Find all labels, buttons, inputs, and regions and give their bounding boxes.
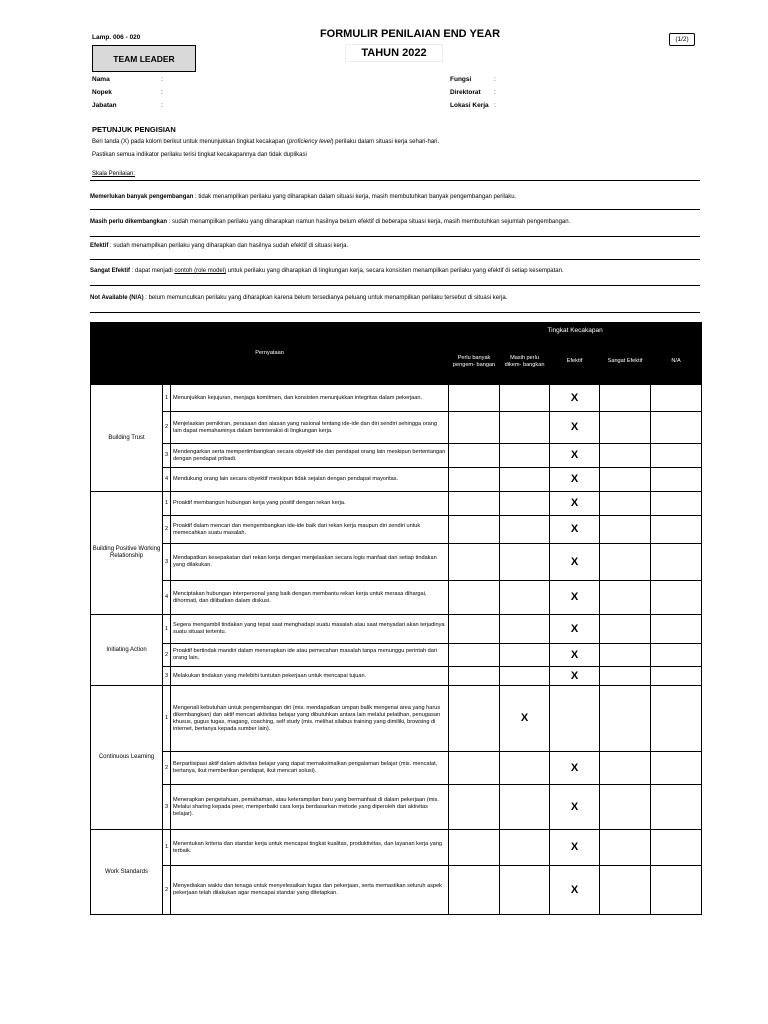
level-cell[interactable] [550, 866, 600, 915]
level-header: Masih perlu dikem- bangkan [500, 339, 550, 385]
table-row [91, 866, 702, 915]
level-cell[interactable] [550, 581, 600, 615]
indicator-statement: Menentukan kriteria dan standar kerja untuk mencapai tingkat kualitas, produktivitas, dan layanan kerja yang terbaik. [171, 830, 449, 866]
form-title: FORMULIR PENILAIAN END YEAR [319, 28, 501, 40]
level-cell[interactable] [449, 385, 500, 412]
level-cell[interactable] [449, 785, 500, 830]
level-cell[interactable] [651, 516, 702, 544]
level-cell[interactable] [550, 444, 600, 468]
indicator-number: 2 [163, 516, 171, 544]
indicator-number: 1 [163, 492, 171, 516]
indicator-number: 2 [163, 412, 171, 444]
field-nopek-label: Nopek [92, 89, 112, 96]
table-row [91, 492, 702, 516]
indicator-statement: Menciptakan hubungan interpersonal yang baik dengan membantu rekan kerja untuk merasa dihargai, dihormati, dan dilibatkan dalam diskusi. [171, 581, 449, 615]
selected-mark: X [570, 800, 579, 813]
indicator-number: 1 [163, 830, 171, 866]
table-row [91, 752, 702, 785]
indicator-statement: Berpartisipasi aktif dalam aktivitas belajar yang dapat memaksimalkan pengalaman belajar (mis. mencatat, bertanya, ikut memberikan pendapat, ikut mencari solusi). [171, 752, 449, 785]
level-cell[interactable] [600, 516, 651, 544]
table-row [91, 667, 702, 686]
indicator-statement: Menunjukkan kejujuran, menjaga komitmen, dan konsisten menunjukkan integritas dalam pekerjaan. [171, 385, 449, 412]
level-cell[interactable] [500, 516, 550, 544]
indicator-statement: Mendengarkan serta mempertimbangkan secara obyektif ide dan pendapat orang lain meskipun bertentangan dengan pendapat pribadi. [171, 444, 449, 468]
level-cell[interactable] [550, 615, 600, 644]
level-cell[interactable] [500, 686, 550, 752]
level-cell[interactable] [600, 544, 651, 581]
table-row [91, 385, 702, 412]
level-cell[interactable] [651, 492, 702, 516]
level-cell[interactable] [651, 785, 702, 830]
field-lokasi-label: Lokasi Kerja [450, 102, 489, 109]
level-cell[interactable] [500, 492, 550, 516]
selected-mark: X [570, 669, 579, 682]
level-cell[interactable] [449, 492, 500, 516]
document-code: Lamp. 006 - 020 [92, 34, 141, 41]
field-jabatan-label: Jabatan [92, 102, 117, 109]
level-cell[interactable] [449, 830, 500, 866]
indicator-number: 1 [163, 686, 171, 752]
level-cell[interactable] [449, 516, 500, 544]
indicator-number: 2 [163, 644, 171, 667]
level-cell[interactable] [500, 830, 550, 866]
level-cell[interactable] [600, 615, 651, 644]
table-row [91, 830, 702, 866]
level-cell[interactable] [600, 385, 651, 412]
scale-title: Skala Penilaian: [92, 171, 136, 177]
scale-item: Memerlukan banyak pengembangan : tidak menampilkan perilaku yang diharapkan dalam situasi kerja, masih membutuhkan banyak pengembangan perilaku. [90, 180, 700, 210]
indicator-statement: Mendapatkan kesepakatan dari rekan kerja dengan menjelaskan secara logis manfaat dari setiap tindakan yang dilakukan. [171, 544, 449, 581]
competency-name: Building Trust [91, 385, 163, 492]
level-cell[interactable] [449, 686, 500, 752]
indicator-statement: Melakukan tindakan yang melebihi tuntutan pekerjaan untuk mencapai tujuan. [171, 667, 449, 686]
table-row [91, 444, 702, 468]
level-cell[interactable] [500, 667, 550, 686]
level-cell[interactable] [600, 492, 651, 516]
level-cell[interactable] [651, 686, 702, 752]
field-direktorat-value[interactable]: : [494, 89, 496, 96]
level-cell[interactable] [651, 667, 702, 686]
indicator-statement: Proaktif membangun hubungan kerja yang positif dengan rekan kerja. [171, 492, 449, 516]
selected-mark: X [570, 883, 579, 896]
level-cell[interactable] [550, 492, 600, 516]
level-cell[interactable] [500, 615, 550, 644]
level-cell[interactable] [651, 644, 702, 667]
selected-mark: X [570, 497, 579, 509]
level-cell[interactable] [651, 615, 702, 644]
competency-name: Work Standards [91, 830, 163, 915]
table-row [91, 686, 702, 752]
competency-name: Continuous Learning [91, 686, 163, 830]
competency-name: Initiating Action [91, 615, 163, 686]
instructions-title: PETUNJUK PENGISIAN [92, 125, 176, 134]
level-cell[interactable] [600, 830, 651, 866]
level-cell[interactable] [550, 686, 600, 752]
indicator-number: 3 [163, 544, 171, 581]
level-cell[interactable] [449, 468, 500, 492]
level-cell[interactable] [651, 385, 702, 412]
level-cell[interactable] [500, 412, 550, 444]
level-cell[interactable] [600, 752, 651, 785]
level-cell[interactable] [600, 444, 651, 468]
scale-item: Sangat Efektif : dapat menjadi contoh (role model) untuk perilaku yang diharapkan di lingkungan kerja, secara konsisten menampilkan perilaku yang efektif di setiap kesempatan. [90, 260, 700, 286]
level-header: Efektif [550, 339, 600, 385]
selected-mark: X [570, 391, 579, 404]
field-fungsi-label: Fungsi [450, 76, 472, 83]
level-cell[interactable] [449, 581, 500, 615]
indicator-number: 2 [163, 752, 171, 785]
level-cell[interactable] [550, 385, 600, 412]
level-cell[interactable] [550, 667, 600, 686]
indicator-statement: Segera mengambil tindakan yang tepat saat menghadapi suatu masalah atau saat menyadari akan terjadinya suatu situasi tertentu. [171, 615, 449, 644]
assessment-body [91, 385, 702, 915]
scale-item: Not Available (N/A) : belum memunculkan perilaku yang diharapkan karena belum tersedianya peluang untuk menampilkan perilaku tersebut di situasi kerja. [90, 286, 700, 313]
selected-mark: X [570, 449, 579, 461]
level-cell[interactable] [600, 412, 651, 444]
level-cell[interactable] [500, 785, 550, 830]
level-cell[interactable] [600, 785, 651, 830]
selected-mark: X [570, 523, 579, 535]
level-cell[interactable] [550, 785, 600, 830]
level-cell[interactable] [500, 385, 550, 412]
selected-mark: X [570, 648, 579, 661]
level-header: Sangat Efektif [600, 339, 651, 385]
field-direktorat-label: Direktorat [450, 89, 481, 96]
field-nama-label: Nama [92, 76, 110, 83]
indicator-number: 3 [163, 785, 171, 830]
level-cell[interactable] [500, 752, 550, 785]
selected-mark: X [570, 841, 579, 853]
selected-mark: X [570, 555, 579, 568]
table-row [91, 581, 702, 615]
table-row [91, 544, 702, 581]
indicator-number: 3 [163, 444, 171, 468]
level-cell[interactable] [600, 581, 651, 615]
level-cell[interactable] [449, 667, 500, 686]
scale-item: Efektif : sudah menampilkan perilaku yang diharapkan dan hasilnya sudah efektif di situasi kerja. [90, 237, 700, 260]
level-cell[interactable] [550, 752, 600, 785]
table-row [91, 615, 702, 644]
role-box: TEAM LEADER [92, 45, 196, 72]
selected-mark: X [570, 591, 579, 603]
selected-mark: X [520, 712, 529, 724]
level-cell[interactable] [449, 644, 500, 667]
selected-mark: X [570, 622, 579, 635]
indicator-statement: Mendukung orang lain secara obyektif meskipun tidak sejalan dengan pendapat mayoritas. [171, 468, 449, 492]
table-row [91, 785, 702, 830]
level-cell[interactable] [500, 866, 550, 915]
selected-mark: X [570, 473, 579, 485]
level-cell[interactable] [449, 752, 500, 785]
level-cell[interactable] [550, 544, 600, 581]
level-cell[interactable] [449, 444, 500, 468]
level-header: Perlu banyak pengem- bangan [449, 339, 500, 385]
indicator-statement: Mengenali kebutuhan untuk pengembangan diri (mis. mendapatkan umpan balik mengenai area yang harus dikembangkan) dan aktif mencari aktivitas belajar yang dibutuhkan antara lain melalui pelatihan, penugasan khusus, gugus tugas, magang, coaching, self study (mis. melihat silabus training yang dimiliki, browsing di internet, bertanya kepada sumber lain). [171, 686, 449, 752]
level-cell[interactable] [651, 468, 702, 492]
level-cell[interactable] [550, 644, 600, 667]
level-cell[interactable] [500, 644, 550, 667]
page-reference: (1/2) [669, 33, 695, 46]
level-cell[interactable] [651, 544, 702, 581]
indicator-number: 4 [163, 468, 171, 492]
table-row [91, 412, 702, 444]
level-cell[interactable] [600, 686, 651, 752]
indicator-number: 3 [163, 667, 171, 686]
table-row [91, 468, 702, 492]
level-cell[interactable] [600, 866, 651, 915]
field-lokasi-value[interactable]: : [494, 102, 496, 109]
form-year: TAHUN 2022 [345, 44, 443, 62]
table-row [91, 516, 702, 544]
level-cell[interactable] [550, 412, 600, 444]
instruction-line-2: Pastikan semua indikator perilaku terisi tingkat kecakapannya dan tidak duplikasi [92, 152, 307, 158]
level-header: N/A [651, 339, 702, 385]
selected-mark: X [570, 421, 579, 433]
header-level: Tingkat Kecakapan [449, 323, 702, 339]
level-cell[interactable] [550, 830, 600, 866]
assessment-table [90, 322, 702, 915]
level-cell[interactable] [500, 444, 550, 468]
level-cell[interactable] [600, 667, 651, 686]
instruction-line-1: Beri tanda (X) pada kolom berikut untuk menunjukkan tingkat kecakapan (proficiency level) perilaku dalam situasi kerja sehari-hari. [92, 139, 440, 145]
competency-name: Building Positive Working Relationship [91, 492, 163, 615]
indicator-statement: Menjelaskan pemikiran, perasaan dan alasan yang rasional tentang ide-ide dan diri sendiri sehingga orang lain dapat memahaminya dalam berinteraksi di lingkungan kerja. [171, 412, 449, 444]
level-cell[interactable] [500, 544, 550, 581]
scale-item: Masih perlu dikembangkan : sudah menampilkan perilaku yang diharapkan namun hasilnya belum efektif di beberapa situasi kerja, masih membutuhkan sejumlah pengembangan. [90, 210, 700, 237]
selected-mark: X [570, 761, 579, 774]
level-cell[interactable] [651, 581, 702, 615]
indicator-number: 1 [163, 615, 171, 644]
field-nopek-value[interactable]: : [161, 89, 163, 96]
level-cell[interactable] [651, 752, 702, 785]
level-cell[interactable] [550, 516, 600, 544]
level-cell[interactable] [500, 468, 550, 492]
indicator-statement: Proaktif dalam mencari dan mengembangkan ide-ide baik dari rekan kerja maupun diri sendiri untuk memecahkan suatu masalah. [171, 516, 449, 544]
level-cell[interactable] [651, 412, 702, 444]
field-fungsi-value[interactable]: : [494, 76, 496, 83]
level-cell[interactable] [600, 468, 651, 492]
indicator-statement: Menyediakan waktu dan tenaga untuk menyelesaikan tugas dan pekerjaan, serta memastikan seluruh aspek pekerjaan telah dilakukan agar mencapai standar yang ditetapkan. [171, 866, 449, 915]
field-nama-value[interactable]: : [161, 76, 163, 83]
header-statement: Pernyataan [91, 323, 449, 385]
level-cell[interactable] [449, 866, 500, 915]
level-cell[interactable] [651, 830, 702, 866]
indicator-statement: Menerapkan pengetahuan, pemahaman, atau keterampilan baru yang bermanfaat di dalam pekerjaan (mis. Melalui sharing kepada peer, memperbaiki cara kerja berdasarkan metode yang diperoleh dari aktivitas belajar). [171, 785, 449, 830]
level-cell[interactable] [651, 444, 702, 468]
level-cell[interactable] [500, 581, 550, 615]
indicator-statement: Proaktif bertindak mandiri dalam menerapkan ide atau pemecahan masalah tanpa menunggu perintah dari orang lain. [171, 644, 449, 667]
level-cell[interactable] [550, 468, 600, 492]
level-cell[interactable] [449, 615, 500, 644]
level-cell[interactable] [449, 544, 500, 581]
indicator-number: 1 [163, 385, 171, 412]
level-cell[interactable] [651, 866, 702, 915]
field-jabatan-value[interactable]: : [161, 102, 163, 109]
table-row [91, 644, 702, 667]
level-cell[interactable] [600, 644, 651, 667]
indicator-number: 4 [163, 581, 171, 615]
level-cell[interactable] [449, 412, 500, 444]
indicator-number: 2 [163, 866, 171, 915]
